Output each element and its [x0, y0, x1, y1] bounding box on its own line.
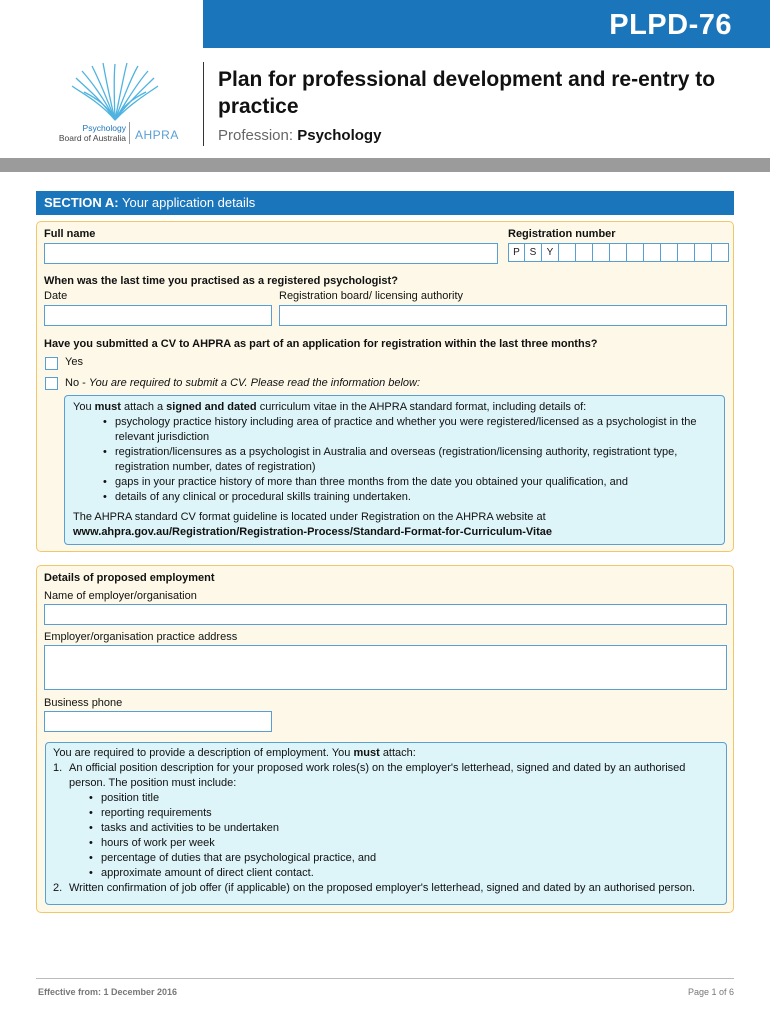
cv-guideline-link[interactable]: www.ahpra.gov.au/Registration/Registration-Process/Standard-Format-for-Curriculum-Vitae [73, 526, 552, 538]
phone-label: Business phone [44, 697, 123, 709]
no-label: No [65, 377, 80, 389]
yes-label: Yes [65, 356, 83, 368]
employment-info-box [45, 742, 727, 905]
address-input[interactable] [44, 645, 727, 690]
employment-info-intro [53, 746, 719, 761]
item-number: 1. [53, 762, 63, 774]
cv-guideline [73, 510, 716, 540]
position-requirements-list [53, 791, 719, 881]
reg-box[interactable] [627, 243, 644, 262]
list-item: • hours of work per week [53, 836, 719, 851]
emp-intro-text1: You are required to provide a description of employment. You [53, 747, 351, 759]
cv-intro-text2: attach a [123, 401, 164, 413]
psychology-board-logo [44, 62, 184, 148]
logo-divider [129, 122, 130, 144]
board-name [59, 123, 126, 143]
list-item: • gaps in your practice history of more than three months from the date you obtained your qualification, and [73, 475, 716, 490]
profession-label: Profession: [218, 127, 294, 144]
item-number: 2. [53, 882, 63, 894]
effective-date: Effective from: 1 December 2016 [38, 987, 178, 997]
proposed-employment-panel [36, 565, 734, 913]
cv-info-intro [73, 400, 716, 415]
reg-box[interactable] [559, 243, 576, 262]
fan-icon [70, 62, 160, 124]
section-a-header [36, 191, 734, 215]
registration-board-label: Registration board/ licensing authority [279, 290, 464, 302]
full-name-label: Full name [44, 228, 96, 240]
emp-intro-must: must [353, 747, 380, 759]
cv-intro-signed: signed and dated [166, 401, 257, 413]
employer-input[interactable] [44, 604, 727, 625]
registration-board-input[interactable] [279, 305, 727, 326]
reg-box: S [525, 243, 542, 262]
reg-box[interactable] [695, 243, 712, 262]
list-item: • registration/licensures as a psychologist in Australia and overseas (registration/licensing authority, registrationt type, registration number, dates of registration) [73, 445, 716, 475]
no-note: You are required to submit a CV. Please read the information below: [88, 377, 421, 389]
reg-box: Y [542, 243, 559, 262]
date-input[interactable] [44, 305, 272, 326]
reg-box[interactable] [593, 243, 610, 262]
reg-box[interactable] [576, 243, 593, 262]
reg-box[interactable] [678, 243, 695, 262]
profession-value: Psychology [297, 127, 382, 144]
cv-intro-text1: You [73, 401, 92, 413]
list-item: • tasks and activities to be undertaken [53, 821, 719, 836]
board-name-line2: Board of Australia [58, 133, 126, 143]
registration-number-label: Registration number [508, 228, 616, 240]
cv-guideline-text: The AHPRA standard CV format guideline is located under Registration on the AHPRA website at [73, 511, 546, 523]
reg-box[interactable] [644, 243, 661, 262]
address-label: Employer/organisation practice address [44, 631, 238, 643]
page-number: Page 1 of 6 [687, 987, 734, 997]
list-item: • position title [53, 791, 719, 806]
item-text: An official position description for your proposed work roles(s) on the employer's letterhead, signed and dated by an authorised person. The position must include: [69, 762, 686, 789]
emp-intro-text2: attach: [382, 747, 416, 759]
item-text: Written confirmation of job offer (if applicable) on the proposed employer's letterhead, signed and dated by an authorised person. [69, 882, 696, 894]
application-details-panel [36, 221, 734, 552]
cv-requirements-list [73, 415, 716, 505]
yes-checkbox[interactable] [45, 357, 58, 370]
board-name-line1: Psychology [82, 123, 126, 133]
reg-box[interactable] [610, 243, 627, 262]
form-code: PLPD-76 [609, 9, 732, 41]
section-a-label: SECTION A: [44, 195, 119, 210]
employment-item-1 [53, 761, 719, 791]
no-checkbox[interactable] [45, 377, 58, 390]
cv-info-box [64, 395, 725, 545]
divider-bar [0, 158, 770, 172]
profession-line [218, 127, 381, 144]
list-item: • reporting requirements [53, 806, 719, 821]
reg-box: P [508, 243, 525, 262]
footer-rule [36, 978, 734, 979]
registration-number-input[interactable] [508, 243, 729, 262]
cv-question: Have you submitted a CV to AHPRA as part of an application for registration within the last three months? [44, 338, 598, 350]
employment-item-2 [53, 881, 719, 896]
no-option: No - You are required to submit a CV. Please read the information below: [65, 377, 421, 389]
cv-intro-text3: curriculum vitae in the AHPRA standard format, including details of: [259, 401, 587, 413]
list-item: • percentage of duties that are psychological practice, and [53, 851, 719, 866]
ahpra-logo-text: AHPRA [135, 128, 179, 142]
employment-heading: Details of proposed employment [44, 572, 215, 584]
list-item: • details of any clinical or procedural skills training undertaken. [73, 490, 716, 505]
cv-intro-must: must [94, 401, 121, 413]
last-practised-question: When was the last time you practised as a registered psychologist? [44, 275, 398, 287]
date-label: Date [44, 290, 68, 302]
page-title: Plan for professional development and re-entry to practice [218, 68, 716, 118]
reg-box[interactable] [712, 243, 729, 262]
title-rule [203, 62, 204, 146]
employer-label: Name of employer/organisation [44, 590, 197, 602]
section-a-title: Your application details [122, 195, 256, 210]
reg-box[interactable] [661, 243, 678, 262]
phone-input[interactable] [44, 711, 272, 732]
full-name-input[interactable] [44, 243, 498, 264]
list-item: • psychology practice history including area of practice and whether you were registered/licensed as a psychologist in the relevant jurisdiction [73, 415, 716, 445]
list-item: • approximate amount of direct client contact. [53, 866, 719, 881]
form-code-banner [203, 0, 770, 48]
